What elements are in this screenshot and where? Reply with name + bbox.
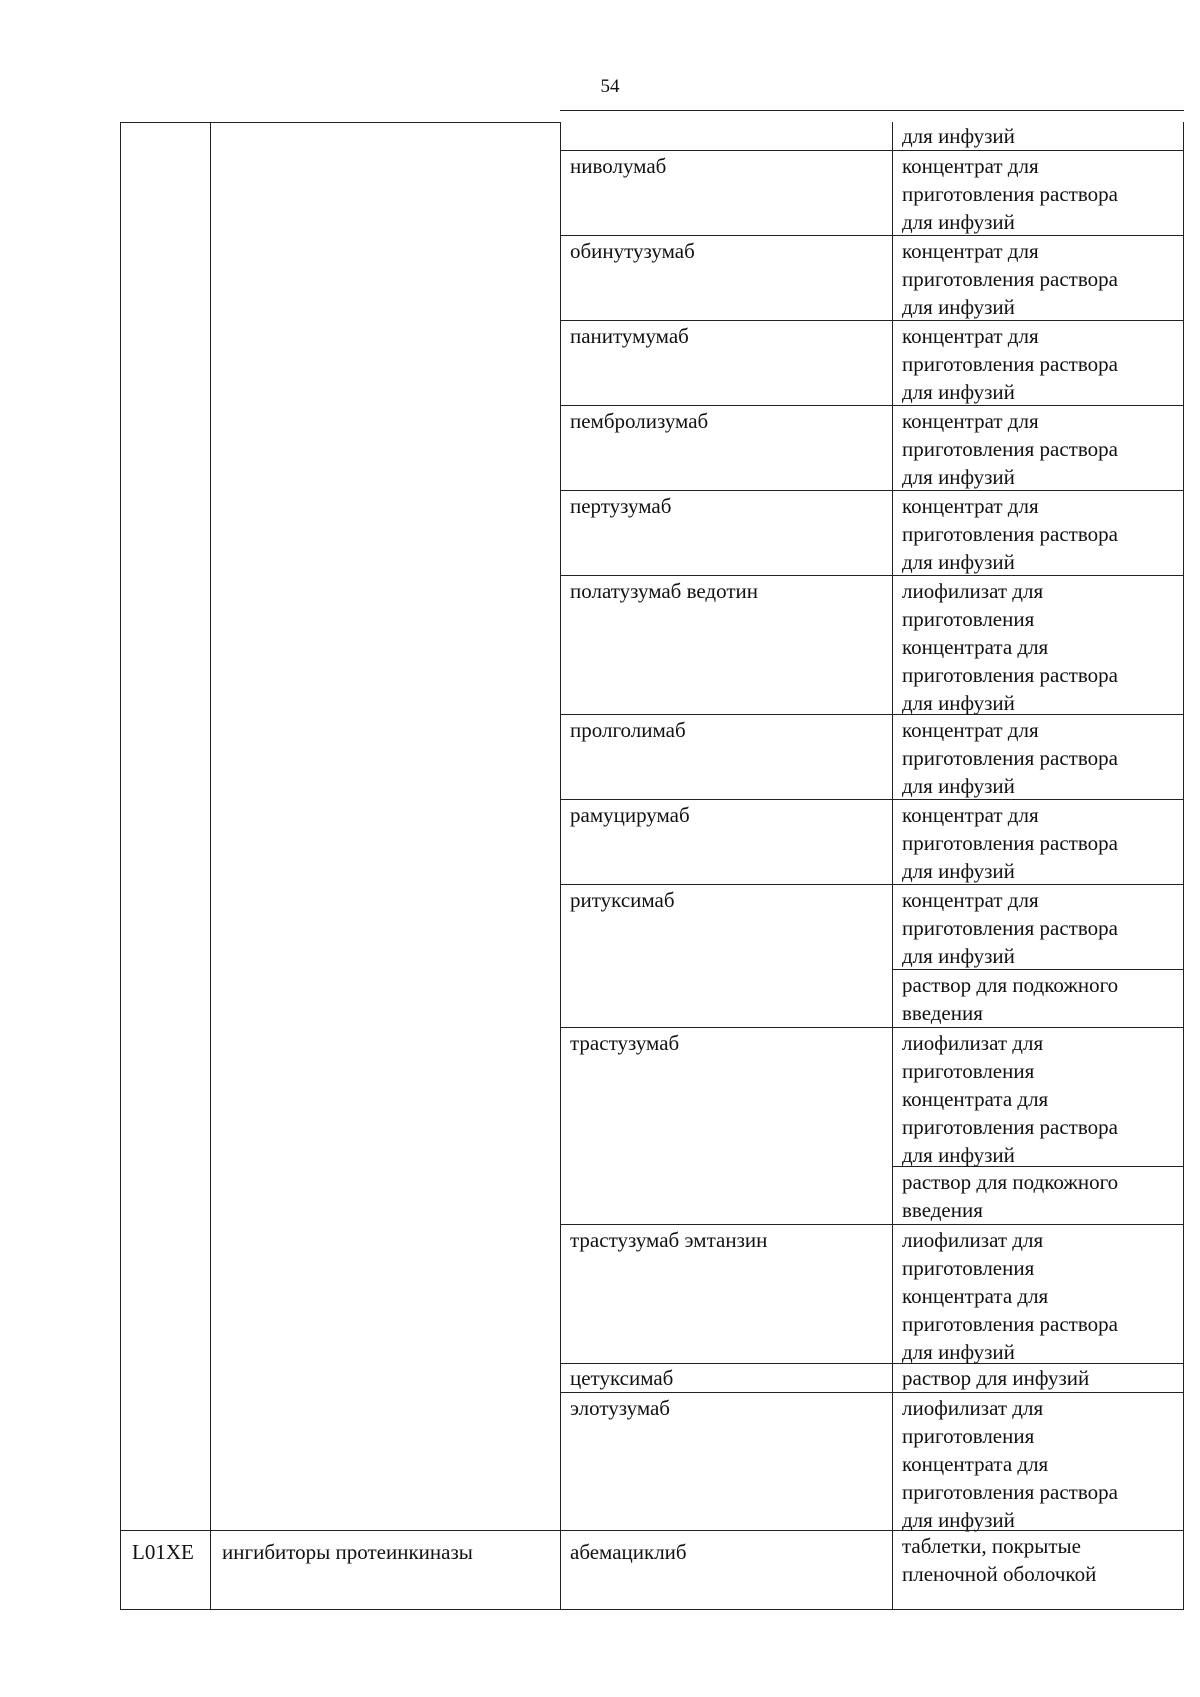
medication-table bbox=[120, 122, 1184, 1610]
dosage-form-cell: лиофилизат для приготовления концентрата для приготовления раствора для инфузий bbox=[902, 579, 1118, 715]
table-border-left bbox=[120, 122, 121, 1610]
drug-name-cell: цетуксимаб bbox=[570, 1366, 674, 1390]
dosage-form-cell: раствор для подкожного введения bbox=[902, 973, 1119, 1025]
pharmacological-group-cell: ингибиторы протеинкиназы bbox=[222, 1540, 473, 1564]
drug-name-cell: абемациклиб bbox=[570, 1540, 687, 1564]
table-border-right bbox=[1183, 122, 1184, 1610]
drug-name-cell: пембролизумаб bbox=[570, 409, 709, 433]
page-number: 54 bbox=[600, 76, 620, 97]
column-divider-code bbox=[210, 122, 211, 1610]
dosage-form-cell: концентрат для приготовления раствора для инфузий bbox=[902, 409, 1118, 489]
drug-name-cell: трастузумаб bbox=[570, 1031, 680, 1055]
drug-name-cell: обинутузумаб bbox=[570, 239, 695, 263]
drug-name-cell: ритуксимаб bbox=[570, 888, 675, 912]
atc-code-cell: L01XE bbox=[132, 1540, 194, 1564]
dosage-form-cell: для инфузий bbox=[902, 124, 1015, 148]
drug-name-cell: полатузумаб ведотин bbox=[570, 579, 758, 603]
dosage-form-cell: раствор для подкожного введения bbox=[902, 1170, 1119, 1222]
dosage-form-cell: концентрат для приготовления раствора для инфузий bbox=[902, 494, 1118, 574]
dosage-form-cell: концентрат для приготовления раствора для инфузий bbox=[902, 888, 1118, 968]
table-border-top-left bbox=[120, 122, 560, 123]
dosage-form-cell: таблетки, покрытые пленочной оболочкой bbox=[902, 1534, 1097, 1586]
drug-name-cell: пертузумаб bbox=[570, 494, 672, 518]
dosage-form-cell: концентрат для приготовления раствора для инфузий bbox=[902, 239, 1118, 319]
dosage-form-cell: концентрат для приготовления раствора для инфузий bbox=[902, 803, 1118, 883]
drug-name-cell: трастузумаб эмтанзин bbox=[570, 1228, 768, 1252]
dosage-form-cell: концентрат для приготовления раствора для инфузий bbox=[902, 154, 1118, 234]
dosage-form-cell: концентрат для приготовления раствора для инфузий bbox=[902, 718, 1118, 798]
dosage-form-cell: лиофилизат для приготовления концентрата для приготовления раствора для инфузий bbox=[902, 1396, 1118, 1532]
drug-name-cell: панитумумаб bbox=[570, 324, 689, 348]
table-border-top-right bbox=[560, 110, 1184, 111]
drug-name-cell: рамуцирумаб bbox=[570, 803, 690, 827]
table-border-bottom bbox=[120, 1609, 1184, 1610]
drug-name-cell: пролголимаб bbox=[570, 718, 686, 742]
drug-name-cell: ниволумаб bbox=[570, 154, 667, 178]
dosage-form-cell: концентрат для приготовления раствора для инфузий bbox=[902, 324, 1118, 404]
dosage-form-cell: лиофилизат для приготовления концентрата для приготовления раствора для инфузий bbox=[902, 1031, 1118, 1167]
column-divider-group bbox=[560, 122, 561, 1610]
drug-name-cell: элотузумаб bbox=[570, 1396, 670, 1420]
dosage-form-cell: раствор для инфузий bbox=[902, 1366, 1090, 1390]
dosage-form-cell: лиофилизат для приготовления концентрата для приготовления раствора для инфузий bbox=[902, 1228, 1118, 1364]
column-divider-drug bbox=[892, 122, 893, 1610]
